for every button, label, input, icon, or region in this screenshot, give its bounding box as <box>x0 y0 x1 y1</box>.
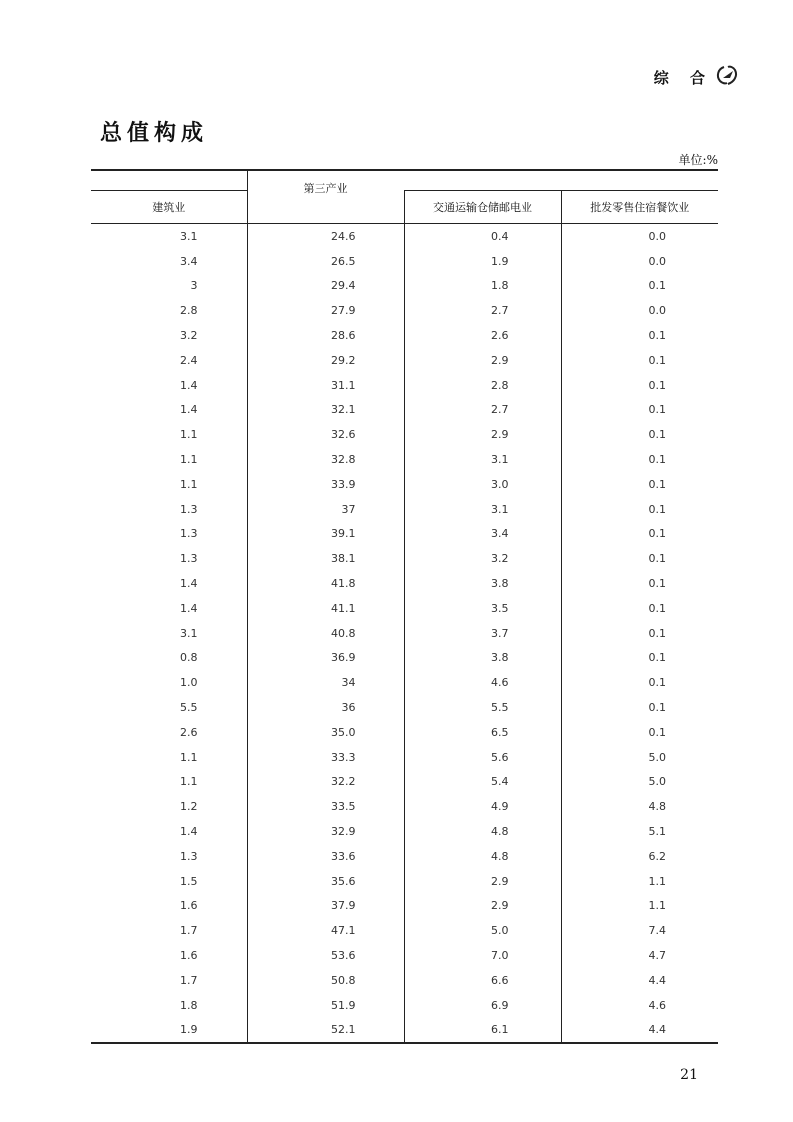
table-cell: 5.5 <box>404 695 561 720</box>
table-cell: 39.1 <box>247 522 404 547</box>
table-cell: 2.9 <box>404 869 561 894</box>
table-cell: 27.9 <box>247 298 404 323</box>
data-table-wrapper <box>91 169 718 1044</box>
table-cell: 3.1 <box>404 447 561 472</box>
table-row <box>91 497 718 522</box>
table-cell: 4.9 <box>404 794 561 819</box>
table-cell: 0.1 <box>561 472 718 497</box>
table-cell: 5.5 <box>180 701 198 715</box>
table-row <box>91 869 718 894</box>
table-cell: 33.6 <box>247 844 404 869</box>
table-cell: 37 <box>247 497 404 522</box>
table-row <box>91 274 718 299</box>
data-table <box>91 169 718 1044</box>
table-cell: 38.1 <box>247 546 404 571</box>
table-cell: 5.1 <box>561 819 718 844</box>
table-cell: 0.1 <box>561 596 718 621</box>
table-cell: 2.6 <box>404 323 561 348</box>
table-cell: 4.8 <box>561 794 718 819</box>
table-cell: 0.1 <box>561 621 718 646</box>
table-cell: 35.6 <box>247 869 404 894</box>
table-cell: 6.1 <box>404 1018 561 1044</box>
table-row <box>91 770 718 795</box>
table-cell: 50.8 <box>247 968 404 993</box>
table-cell: 4.8 <box>404 844 561 869</box>
table-row <box>91 745 718 770</box>
table-cell: 0.1 <box>561 323 718 348</box>
table-row <box>91 993 718 1018</box>
table-row <box>91 323 718 348</box>
table-cell: 6.6 <box>404 968 561 993</box>
table-cell: 33.5 <box>247 794 404 819</box>
table-cell: 0.1 <box>561 670 718 695</box>
table-cell: 40.8 <box>247 621 404 646</box>
col-header-transport: 交通运输仓储邮电业 <box>404 191 561 224</box>
table-row <box>91 1018 718 1044</box>
table-cell: 0.1 <box>561 522 718 547</box>
table-cell: 1.8 <box>404 274 561 299</box>
table-row <box>91 422 718 447</box>
table-cell: 2.4 <box>180 353 198 367</box>
table-row <box>91 522 718 547</box>
col-header-wholesale: 批发零售住宿餐饮业 <box>561 191 718 224</box>
table-cell: 4.8 <box>404 819 561 844</box>
table-cell: 0.8 <box>180 651 198 665</box>
table-row <box>91 546 718 571</box>
table-cell: 4.6 <box>404 670 561 695</box>
table-cell: 7.4 <box>561 918 718 943</box>
table-row <box>91 894 718 919</box>
table-cell: 5.6 <box>404 745 561 770</box>
table-row <box>91 621 718 646</box>
table-cell: 2.8 <box>404 373 561 398</box>
table-cell: 3.0 <box>404 472 561 497</box>
table-cell: 32.2 <box>247 770 404 795</box>
table-cell: 1.1 <box>180 775 198 789</box>
table-cell: 1.1 <box>180 477 198 491</box>
table-row <box>91 249 718 274</box>
table-body <box>91 224 718 1044</box>
table-cell: 53.6 <box>247 943 404 968</box>
table-cell: 2.7 <box>404 298 561 323</box>
table-cell: 29.2 <box>247 348 404 373</box>
table-cell: 1.6 <box>180 899 198 913</box>
table-cell: 4.4 <box>561 1018 718 1044</box>
table-cell: 24.6 <box>247 224 404 249</box>
table-cell: 0.1 <box>561 274 718 299</box>
table-cell: 5.0 <box>561 745 718 770</box>
table-cell: 1.3 <box>180 502 198 516</box>
table-cell: 1.4 <box>180 825 198 839</box>
table-cell: 1.4 <box>180 378 198 392</box>
table-cell: 41.1 <box>247 596 404 621</box>
table-cell: 3 <box>190 279 198 293</box>
table-cell: 3.8 <box>404 571 561 596</box>
table-cell: 1.5 <box>180 874 198 888</box>
table-cell: 0.4 <box>404 224 561 249</box>
table-cell: 6.2 <box>561 844 718 869</box>
table-cell: 1.1 <box>180 428 198 442</box>
table-cell: 0.1 <box>561 695 718 720</box>
table-cell: 1.7 <box>180 924 198 938</box>
table-row <box>91 398 718 423</box>
table-row <box>91 819 718 844</box>
table-cell: 7.0 <box>404 943 561 968</box>
table-row <box>91 224 718 249</box>
running-header <box>654 64 741 90</box>
table-cell: 1.4 <box>180 577 198 591</box>
table-cell: 5.4 <box>404 770 561 795</box>
table-cell: 28.6 <box>247 323 404 348</box>
table-cell: 1.9 <box>91 1018 247 1044</box>
page-title: 总值构成 <box>100 120 209 146</box>
col-header-tertiary: 第三产业 <box>247 170 404 224</box>
table-cell: 0.0 <box>561 249 718 274</box>
unit-label: 单位:% <box>678 153 718 167</box>
section-label: 综 合 <box>653 68 713 87</box>
col-header-construction: 建筑业 <box>91 191 247 224</box>
table-cell: 31.1 <box>247 373 404 398</box>
table-cell: 32.6 <box>247 422 404 447</box>
table-row <box>91 472 718 497</box>
table-cell: 1.8 <box>180 998 198 1012</box>
table-cell: 1.1 <box>180 453 198 467</box>
table-cell: 2.9 <box>404 422 561 447</box>
table-cell: 0.1 <box>561 546 718 571</box>
table-cell: 2.7 <box>404 398 561 423</box>
table-cell: 2.6 <box>180 725 198 739</box>
table-cell: 5.0 <box>404 918 561 943</box>
table-cell: 35.0 <box>247 720 404 745</box>
table-cell: 3.8 <box>404 646 561 671</box>
table-cell: 2.9 <box>404 894 561 919</box>
table-cell: 0.1 <box>561 447 718 472</box>
table-cell: 3.4 <box>180 254 198 268</box>
table-cell: 47.1 <box>247 918 404 943</box>
table-cell: 1.4 <box>180 601 198 615</box>
table-cell: 1.6 <box>180 949 198 962</box>
table-cell: 33.3 <box>247 745 404 770</box>
table-cell: 1.3 <box>180 552 198 566</box>
table-cell: 3.2 <box>180 329 198 343</box>
table-cell: 0.0 <box>561 224 718 249</box>
table-cell: 52.1 <box>247 1018 404 1044</box>
table-cell: 5.0 <box>561 770 718 795</box>
table-row <box>91 348 718 373</box>
table-cell: 1.1 <box>180 750 198 764</box>
table-cell: 34 <box>247 670 404 695</box>
table-cell: 37.9 <box>247 894 404 919</box>
header-spacer <box>561 170 718 191</box>
table-row <box>91 720 718 745</box>
table-cell: 1.1 <box>561 869 718 894</box>
table-cell: 32.9 <box>247 819 404 844</box>
table-cell: 1.3 <box>180 849 198 863</box>
table-cell: 0.1 <box>561 646 718 671</box>
table-cell: 4.7 <box>561 943 718 968</box>
table-cell: 3.1 <box>404 497 561 522</box>
table-row <box>91 447 718 472</box>
table-cell: 1.0 <box>180 676 198 690</box>
table-cell: 2.9 <box>404 348 561 373</box>
table-row <box>91 298 718 323</box>
table-cell: 29.4 <box>247 274 404 299</box>
page-number: 21 <box>680 1067 698 1083</box>
table-cell: 0.1 <box>561 571 718 596</box>
table-cell: 41.8 <box>247 571 404 596</box>
table-cell: 0.1 <box>561 348 718 373</box>
table-row <box>91 794 718 819</box>
table-cell: 6.9 <box>404 993 561 1018</box>
table-cell: 4.6 <box>561 993 718 1018</box>
table-cell: 3.2 <box>404 546 561 571</box>
table-row <box>91 844 718 869</box>
table-cell: 1.9 <box>404 249 561 274</box>
table-cell: 51.9 <box>247 993 404 1018</box>
table-cell: 4.4 <box>561 968 718 993</box>
table-cell: 33.9 <box>247 472 404 497</box>
table-row <box>91 596 718 621</box>
table-row <box>91 695 718 720</box>
table-row <box>91 571 718 596</box>
table-cell: 1.1 <box>561 894 718 919</box>
table-cell: 3.4 <box>404 522 561 547</box>
table-cell: 3.5 <box>404 596 561 621</box>
table-cell: 3.1 <box>180 626 198 640</box>
table-cell: 0.0 <box>561 298 718 323</box>
table-row <box>91 646 718 671</box>
table-row <box>91 373 718 398</box>
table-cell: 1.3 <box>180 527 198 541</box>
table-cell: 32.1 <box>247 398 404 423</box>
table-cell: 0.1 <box>561 720 718 745</box>
table-cell: 0.1 <box>561 497 718 522</box>
header-spacer <box>404 170 561 191</box>
table-cell: 36 <box>247 695 404 720</box>
table-cell: 6.5 <box>404 720 561 745</box>
table-cell: 26.5 <box>247 249 404 274</box>
table-row <box>91 968 718 993</box>
table-row <box>91 943 718 968</box>
table-row <box>91 918 718 943</box>
table-cell: 2.8 <box>180 304 198 318</box>
table-cell: 3.1 <box>180 229 198 243</box>
table-row <box>91 670 718 695</box>
table-cell: 3.7 <box>404 621 561 646</box>
table-cell: 36.9 <box>247 646 404 671</box>
table-cell: 0.1 <box>561 373 718 398</box>
table-cell: 0.1 <box>561 422 718 447</box>
table-cell: 0.1 <box>561 398 718 423</box>
table-cell: 32.8 <box>247 447 404 472</box>
table-cell: 1.7 <box>180 973 198 987</box>
header-spacer <box>91 170 247 191</box>
table-cell: 1.2 <box>180 800 198 814</box>
table-cell: 1.4 <box>180 403 198 417</box>
section-logo-icon <box>715 64 741 90</box>
